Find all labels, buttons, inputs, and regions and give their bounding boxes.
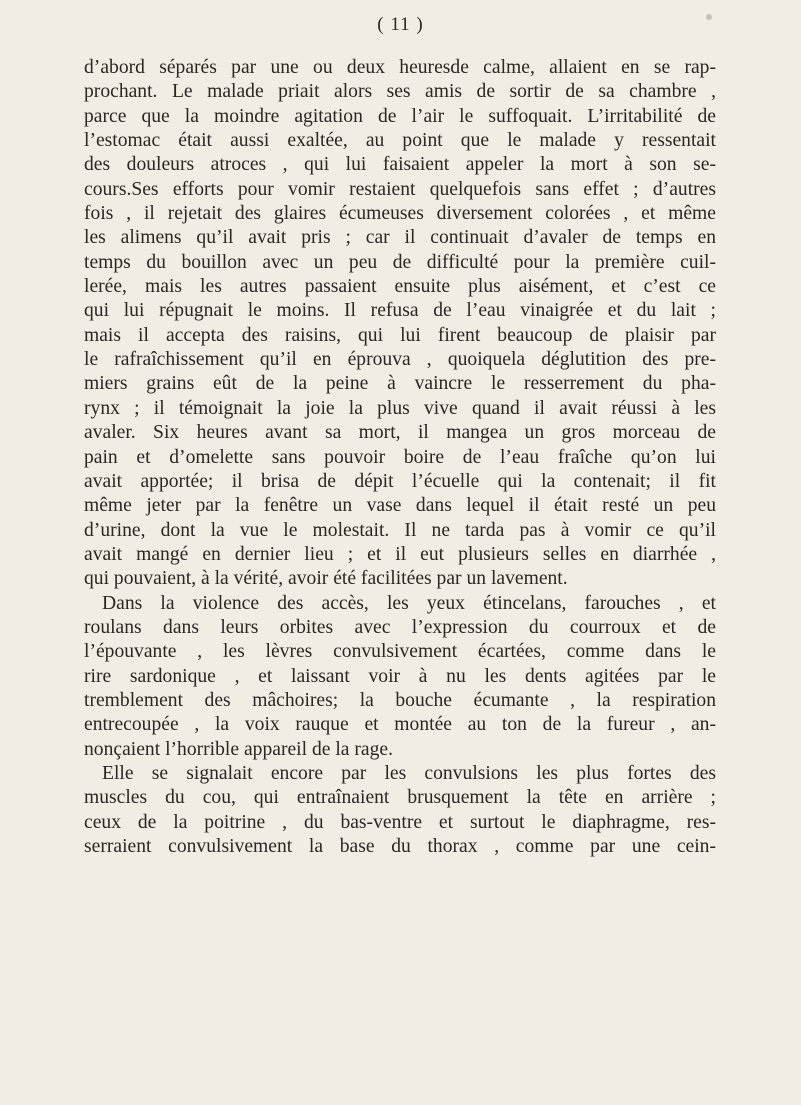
text-line: Elle se signalait encore par les convulsions les plus fortes des [102, 762, 716, 784]
text-line: mais il accepta des raisins, qui lui firent beaucoup de plaisir par [84, 324, 716, 346]
text-line: pain et d’omelette sans pouvoir boire de l’eau fraîche qu’on lui [84, 446, 716, 468]
text-line: des douleurs atroces , qui lui faisaient appeler la mort à son se- [84, 154, 716, 176]
text-line: le rafraîchissement qu’il en éprouva , quoiquela déglutition des pre- [84, 349, 716, 371]
text-line: miers grains eût de la peine à vaincre le resserrement du pha- [84, 373, 716, 395]
text-line: avait apportée; il brisa de dépit l’écuelle qui la contenait; il fit [84, 470, 716, 492]
body-text [84, 56, 716, 859]
text-line: temps du bouillon avec un peu de difficulté pour la première cuil- [84, 251, 716, 273]
text-line: Dans la violence des accès, les yeux étincelans, farouches , et [102, 592, 716, 614]
text-line: prochant. Le malade priait alors ses amis de sortir de sa chambre , [84, 81, 716, 103]
text-line: rynx ; il témoignait la joie la plus vive quand il avait réussi à les [84, 397, 716, 419]
text-line: qui lui répugnait le moins. Il refusa de l’eau vinaigrée et du lait ; [84, 300, 716, 322]
text-line: parce que la moindre agitation de l’air le suffoquait. L’irritabilité de [84, 105, 716, 127]
text-line: tremblement des mâchoires; la bouche écumante , la respiration [84, 689, 716, 711]
text-line: l’estomac était aussi exaltée, au point que le malade y ressentait [84, 130, 716, 152]
text-line: fois , il rejetait des glaires écumeuses diversement colorées , et même [84, 203, 716, 225]
text-line: avaler. Six heures avant sa mort, il mangea un gros morceau de [84, 422, 716, 444]
text-line: cours.Ses efforts pour vomir restaient quelquefois sans effet ; d’autres [84, 178, 716, 200]
text-line: les alimens qu’il avait pris ; car il continuait d’avaler de temps en [84, 227, 716, 249]
text-line: lerée, mais les autres passaient ensuite plus aisément, et c’est ce [84, 276, 716, 298]
text-line: d’abord séparés par une ou deux heuresde calme, allaient en se rap- [84, 57, 716, 78]
text-line: l’épouvante , les lèvres convulsivement écartées, comme dans le [84, 641, 716, 663]
text-line: entrecoupée , la voix rauque et montée au ton de la fureur , an- [84, 714, 716, 736]
text-line: roulans dans leurs orbites avec l’expression du courroux et de [84, 616, 716, 638]
text-line: même jeter par la fenêtre un vase dans lequel il était resté un peu [84, 495, 716, 517]
text-line: muscles du cou, qui entraînaient brusquement la tête en arrière ; [84, 787, 716, 809]
text-line: d’urine, dont la vue le molestait. Il ne tarda pas à vomir ce qu’il [84, 519, 716, 541]
page-number: ( 11 ) [377, 14, 424, 35]
text-line: ceux de la poitrine , du bas-ventre et surtout le diaphragme, res- [84, 811, 716, 833]
text-line: rire sardonique , et laissant voir à nu les dents agitées par le [84, 665, 716, 687]
text-line: nonçaient l’horrible appareil de la rage. [84, 738, 393, 760]
text-line: serraient convulsivement la base du thorax , comme par une cein- [84, 836, 716, 857]
text-line: avait mangé en dernier lieu ; et il eut plusieurs selles en diarrhée , [84, 543, 716, 565]
text-line: qui pouvaient, à la vérité, avoir été facilitées par un lavement. [84, 568, 568, 590]
